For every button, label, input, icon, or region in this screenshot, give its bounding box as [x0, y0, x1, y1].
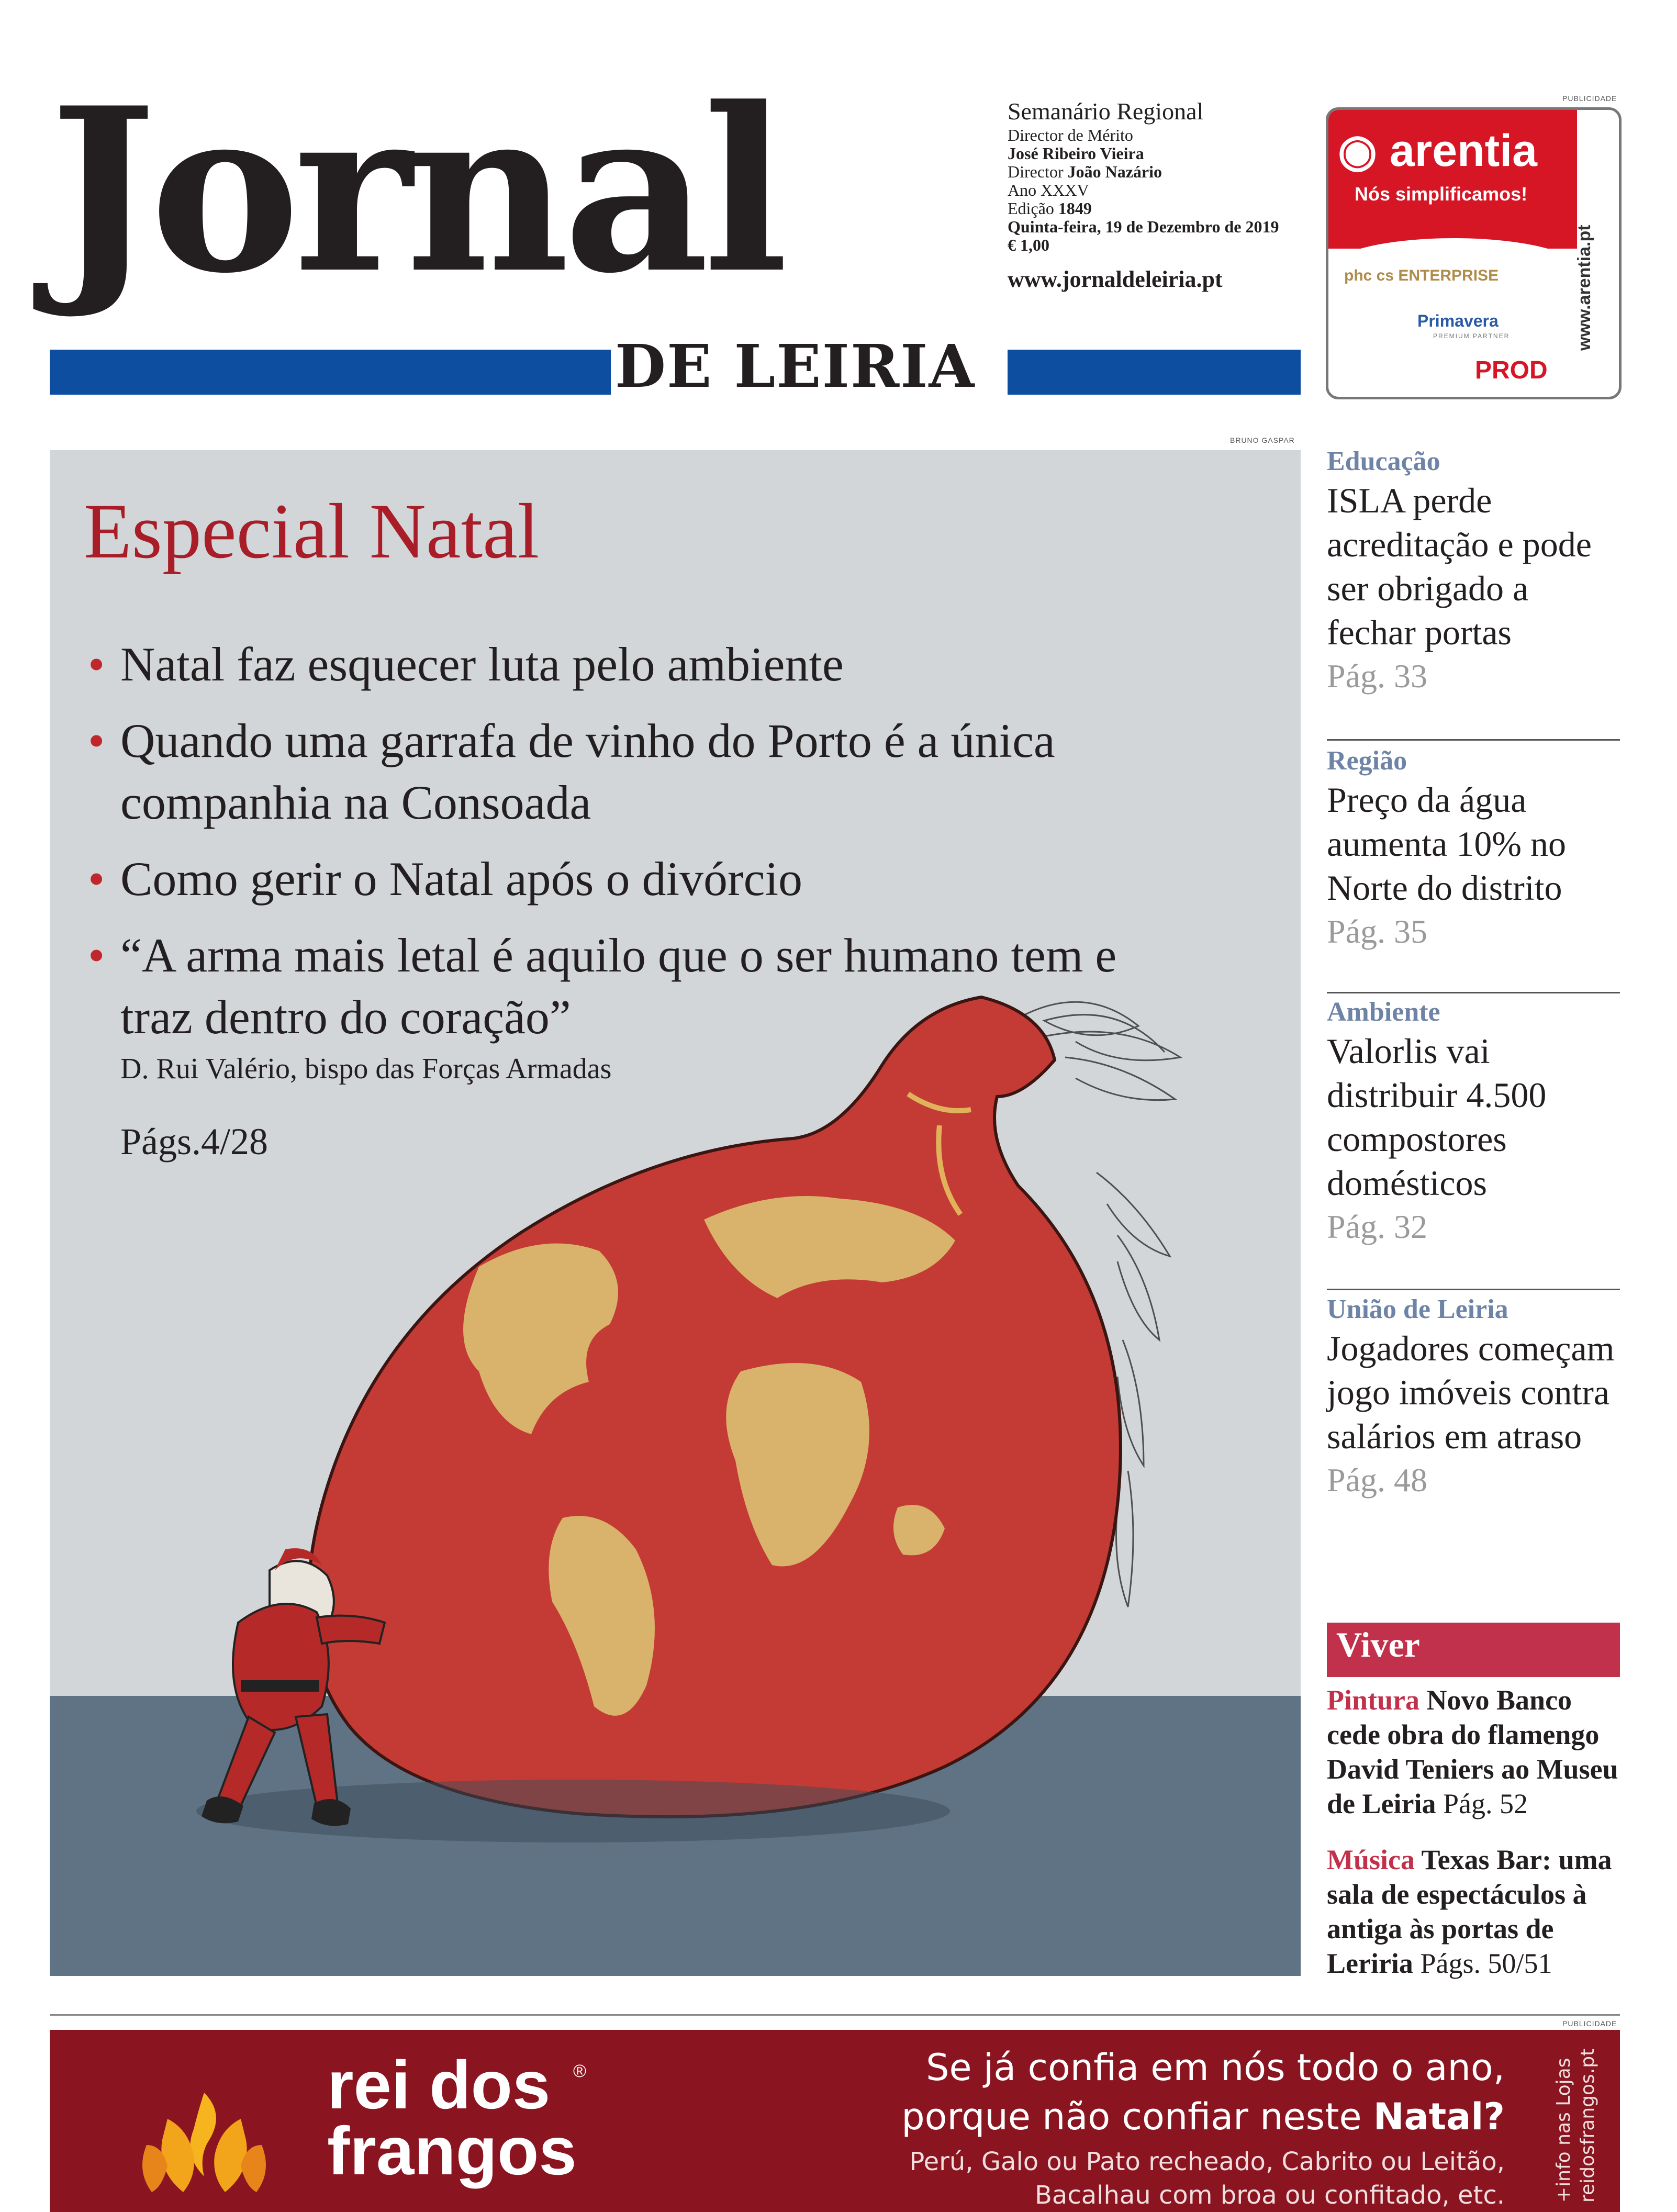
section-label: União de Leiria — [1327, 1294, 1508, 1324]
feature-bullet[interactable] — [84, 924, 1183, 1048]
story-page: Pág. 33 — [1327, 657, 1427, 695]
masthead-logo: Jornal — [50, 59, 782, 323]
bottom-divider — [50, 2014, 1620, 2016]
partner-prod-logo: PROD — [1475, 356, 1548, 384]
masthead-bar-left — [50, 350, 611, 395]
sack-shadow — [196, 1780, 950, 1842]
feature-bullet[interactable] — [84, 848, 1183, 910]
story-headline: ISLA perde acreditação e pode ser obrigado a fechar portas — [1327, 481, 1592, 652]
story-page: Pág. 48 — [1327, 1461, 1427, 1499]
feature-bullet-text: “A arma mais letal é aquilo que o ser humano tem e traz dentro do coração” — [120, 929, 1117, 1044]
brand-line-2: frangos — [327, 2113, 577, 2189]
story-page: Pág. 35 — [1327, 913, 1427, 950]
brand-line-1: rei dos — [327, 2047, 551, 2123]
globe-sack — [308, 997, 1121, 1817]
ad-subtext-line-2: Bacalhau com broa ou confitado, etc. — [1034, 2181, 1505, 2210]
ad-side-text — [1552, 2049, 1600, 2203]
price: € 1,00 — [1008, 236, 1049, 254]
section-label: Região — [1327, 746, 1407, 776]
partner-primavera-logo: Primavera — [1417, 311, 1499, 330]
director-merito-name: José Ribeiro Vieira — [1008, 144, 1144, 163]
website-link[interactable]: www.jornaldeleiria.pt — [1008, 266, 1223, 292]
ad-side-info: +info nas Lojas — [1553, 2058, 1574, 2203]
director-label: Director — [1008, 162, 1064, 181]
rooster-flame-icon — [136, 2082, 272, 2197]
viver-item-tag: Música — [1327, 1844, 1415, 1875]
year: Ano XXXV — [1008, 181, 1089, 199]
edition-label: Edição — [1008, 199, 1054, 218]
ad-label-top: PUBLICIDADE — [1562, 94, 1617, 103]
viver-item-musica[interactable] — [1327, 1842, 1628, 1981]
bullet-dot-icon: • — [88, 852, 105, 906]
viver-item-tag: Pintura — [1327, 1684, 1420, 1716]
quote-author: D. Rui Valério, bispo das Forças Armadas — [120, 1053, 612, 1085]
sidebar-divider — [1327, 739, 1620, 741]
story-headline: Valorlis vai distribuir 4.500 compostores domésticos — [1327, 1031, 1547, 1203]
sidebar-divider — [1327, 992, 1620, 993]
ad-headline-line-2: porque não confiar neste — [901, 2095, 1362, 2138]
viver-item-text: Novo Banco cede obra do flamengo David Teniers ao Museu de Leiria — [1327, 1684, 1618, 1819]
bullet-dot-icon: • — [88, 638, 105, 691]
story-headline: Jogadores começam jogo imóveis contra salários em atraso — [1327, 1328, 1615, 1456]
issue-date: Quinta-feira, 19 de Dezembro de 2019 — [1008, 217, 1279, 236]
director-name: João Nazário — [1067, 162, 1162, 181]
registered-mark: ® — [573, 2061, 587, 2081]
sidebar-divider — [1327, 1289, 1620, 1290]
partner-phc-logo: phc cs ENTERPRISE — [1344, 267, 1499, 284]
feature-bullet-list — [84, 633, 1183, 1063]
arentia-swirl-icon: ◉ — [1338, 126, 1378, 176]
ad-headline — [678, 2043, 1505, 2141]
masthead-logo-subtitle: DE LEIRIA — [615, 332, 976, 401]
viver-item-text: Texas Bar: uma sala de espectáculos à antiga às portas de Leriria — [1327, 1844, 1612, 1979]
illustration-credit: BRUNO GASPAR — [1230, 436, 1295, 444]
masthead-bar-right — [1008, 350, 1301, 395]
feature-bullet[interactable] — [84, 633, 1183, 695]
ad-side-url[interactable]: reidosfrangos.pt — [1577, 2048, 1598, 2203]
ad-label-bottom: PUBLICIDADE — [1562, 2019, 1617, 2028]
masthead-info — [1008, 97, 1301, 292]
arentia-logo — [1338, 125, 1537, 177]
viver-item-page: Pág. 52 — [1443, 1788, 1528, 1819]
ad-subtext-line-1: Perú, Galo ou Pato recheado, Cabrito ou Leitão, — [909, 2147, 1505, 2176]
ad-headline-natal: Natal? — [1373, 2095, 1505, 2138]
viver-item-pintura[interactable] — [1327, 1683, 1628, 1821]
viver-label: Viver — [1336, 1625, 1420, 1664]
feature-bullet[interactable] — [84, 710, 1183, 833]
tagline: Semanário Regional — [1008, 98, 1204, 125]
sidebar-story-regiao[interactable] — [1327, 744, 1620, 954]
feature-bullet-text: Como gerir o Natal após o divórcio — [120, 852, 803, 906]
story-headline: Preço da água aumenta 10% no Norte do distrito — [1327, 780, 1566, 908]
feature-title: Especial Natal — [84, 488, 540, 575]
viver-item-page: Págs. 50/51 — [1420, 1948, 1552, 1979]
arentia-url: www.arentia.pt — [1574, 225, 1594, 351]
arentia-brand: arentia — [1389, 126, 1537, 176]
edition-number: 1849 — [1058, 199, 1092, 218]
ad-rei-dos-frangos[interactable] — [50, 2030, 1620, 2212]
ad-arentia[interactable] — [1326, 107, 1622, 399]
arentia-slogan: Nós simplificamos! — [1355, 183, 1528, 205]
partner-primavera-sub: PREMIUM PARTNER — [1433, 332, 1510, 340]
ad-headline-line-1: Se já confia em nós todo o ano, — [926, 2046, 1505, 2089]
rei-dos-frangos-logo — [327, 2047, 577, 2189]
bullet-dot-icon: • — [88, 929, 105, 982]
section-label: Ambiente — [1327, 997, 1440, 1027]
bullet-dot-icon: • — [88, 714, 105, 767]
feature-bullet-text: Quando uma garrafa de vinho do Porto é a única companhia na Consoada — [120, 714, 1055, 829]
sidebar-story-educacao[interactable] — [1327, 445, 1620, 698]
director-merito-label: Director de Mérito — [1008, 126, 1133, 144]
section-label: Educação — [1327, 446, 1440, 476]
sidebar-story-ambiente[interactable] — [1327, 996, 1620, 1249]
story-page: Pág. 32 — [1327, 1208, 1427, 1245]
ad-subtext — [678, 2145, 1505, 2212]
feature-bullet-text: Natal faz esquecer luta pelo ambiente — [120, 638, 844, 691]
sidebar-story-uniao-de-leiria[interactable] — [1327, 1293, 1620, 1502]
feature-pages: Págs.4/28 — [120, 1121, 269, 1163]
